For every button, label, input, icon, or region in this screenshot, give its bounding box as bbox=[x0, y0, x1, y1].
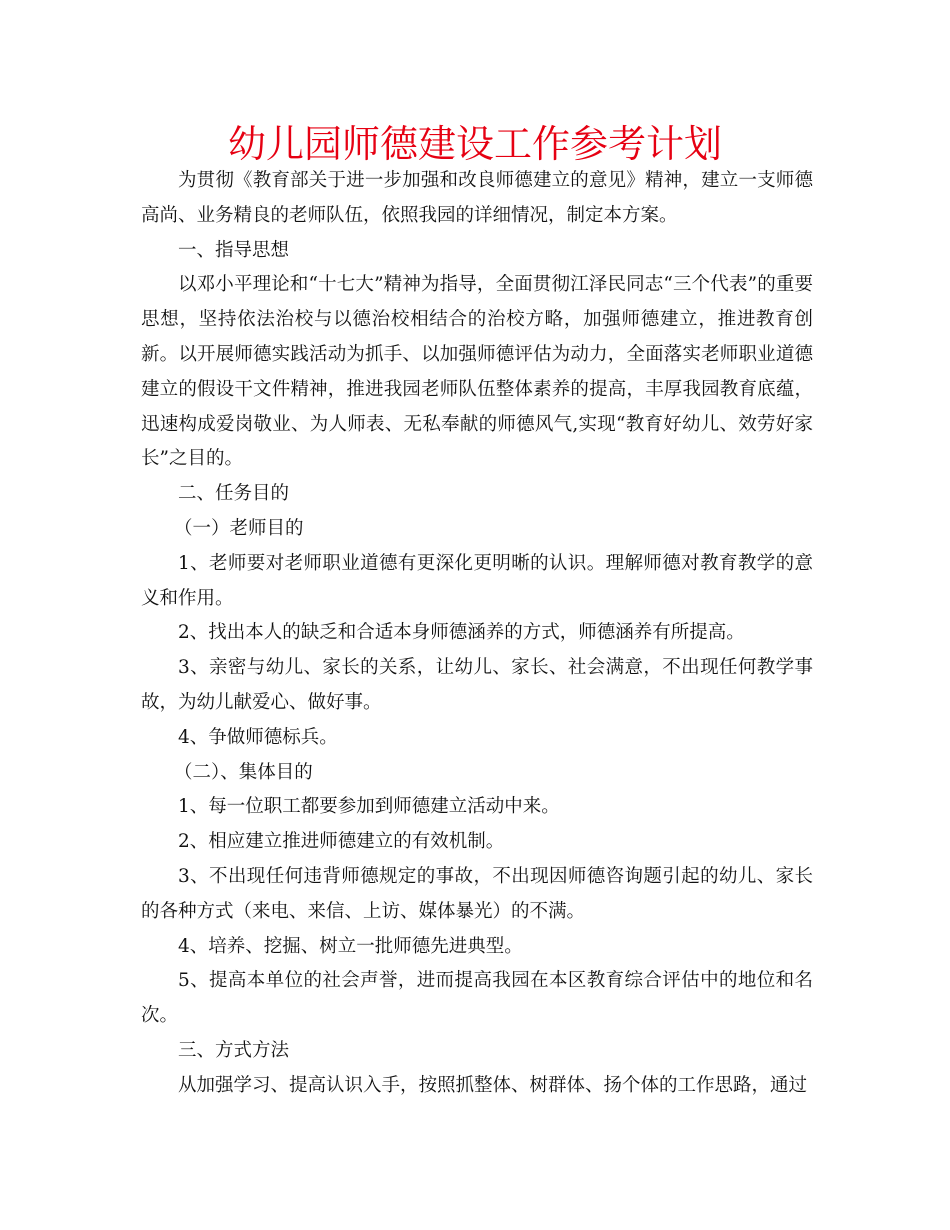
list-item: 5、提高本单位的社会声誉，进而提高我园在本区教育综合评估中的地位和名次。 bbox=[141, 970, 813, 1027]
heading-guiding-ideology: 一、指导思想 bbox=[178, 239, 290, 261]
list-item: 3、亲密与幼儿、家长的关系，让幼儿、家长、社会满意，不出现任何教学事故，为幼儿献爱心、做好事。 bbox=[141, 657, 813, 713]
list-item: 4、培养、挖掘、树立一批师德先进典型。 bbox=[178, 935, 523, 957]
subheading-teacher-goals: （一）老师目的 bbox=[174, 517, 304, 539]
list-item: 1、老师要对老师职业道德有更深化更明晰的认识。理解师德对教育教学的意义和作用。 bbox=[141, 552, 813, 609]
heading-task-goals: 二、任务目的 bbox=[178, 483, 290, 505]
heading-methods: 三、方式方法 bbox=[178, 1039, 290, 1061]
document-body bbox=[141, 164, 813, 1104]
paragraph-methods: 从加强学习、提高认识入手，按照抓整体、树群体、扬个体的工作思路，通过 bbox=[178, 1074, 808, 1096]
list-item: 4、争做师德标兵。 bbox=[178, 726, 338, 748]
list-item: 2、找出本人的缺乏和合适本身师德涵养的方式，师德涵养有所提高。 bbox=[178, 622, 745, 644]
subheading-collective-goals: （二）、集体目的 bbox=[174, 761, 313, 783]
paragraph-guiding-ideology: 以邓小平理论和“十七大”精神为指导，全面贯彻江泽民同志“三个代表”的重要思想，坚持依法治校与以德治校相结合的治校方略，加强师德建立，推进教育创新。以开展师德实践活动为抓手、以加强师德评估为动力，全面落实老师职业道德建立的假设干文件精神，推进我园老师队伍整体素养的提高，丰厚我园教育底蕴，迅速构成爱岗敬业、为人师表、无私奉献的师德风气,实现“教育好幼儿、效劳好家长”之目的。 bbox=[141, 274, 813, 470]
list-item: 1、每一位职工都要参加到师德建立活动中来。 bbox=[178, 796, 560, 818]
list-item: 2、相应建立推进师德建立的有效机制。 bbox=[178, 831, 505, 853]
paragraph-intro: 为贯彻《教育部关于进一步加强和改良师德建立的意见》精神，建立一支师德高尚、业务精良的老师队伍，依照我园的详细情况，制定本方案。 bbox=[141, 170, 813, 226]
document-title: 幼儿园师德建设工作参考计划 bbox=[227, 122, 722, 166]
list-item: 3、不出现任何违背师德规定的事故，不出现因师德咨询题引起的幼儿、家长的各种方式（来电、来信、上访、媒体暴光）的不满。 bbox=[141, 865, 813, 922]
